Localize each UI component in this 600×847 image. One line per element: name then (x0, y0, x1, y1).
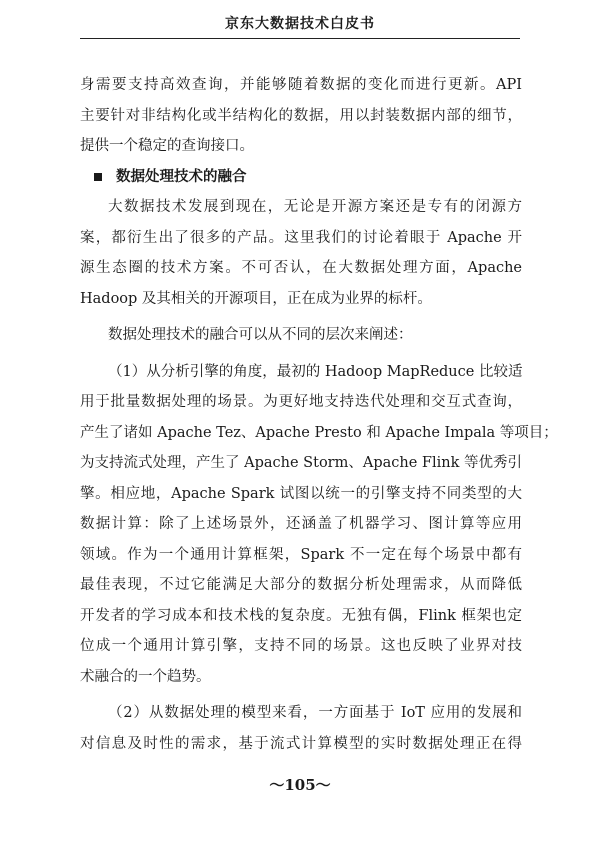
text-line: （2）从数据处理的模型来看，一方面基于 IoT 应用的发展和 (108, 705, 522, 721)
text-line: 擎。相应地，Apache Spark 试图以统一的引擎支持不同类型的大 (80, 485, 522, 502)
text-line: 大数据技术发展到现在，无论是开源方案还是专有的闭源方 (108, 199, 522, 215)
text-line: 领域。作为一个通用计算框架，Spark 不一定在每个场景中都有 (80, 546, 522, 563)
header-divider (80, 38, 520, 39)
paragraph-intro (80, 192, 522, 314)
text-line: 数据计算：除了上述场景外，还涵盖了机器学习、图计算等应用 (80, 516, 522, 532)
section-heading-text: 数据处理技术的融合 (116, 167, 247, 185)
page-body (80, 70, 558, 759)
paragraph-point-2 (80, 698, 522, 759)
text-line: 对信息及时性的需求，基于流式计算模型的实时数据处理正在得 (80, 735, 522, 752)
page-number: ～105～ (269, 776, 331, 794)
text-line: 身需要支持高效查询，并能够随着数据的变化而进行更新。API (80, 77, 522, 93)
text-line: 开发者的学习成本和技术栈的复杂度。无独有偶，Flink 框架也定 (80, 607, 522, 624)
text-line: 位成一个通用计算引擎，支持不同的场景。这也反映了业界对技 (80, 638, 522, 654)
text-line: 为支持流式处理，产生了 Apache Storm、Apache Flink 等优秀引 (80, 455, 522, 471)
running-header-title: 京东大数据技术白皮书 (225, 16, 375, 32)
text-line: 术融合的一个趋势。 (80, 668, 211, 685)
text-line: 源生态圈的技术方案。不可否认，在大数据处理方面，Apache (80, 260, 522, 276)
text-line: 案，都衍生出了很多的产品。这里我们的讨论着眼于 Apache 开 (80, 229, 522, 246)
text-line: 主要针对非结构化或半结构化的数据，用以封装数据内部的细节， (80, 107, 522, 124)
text-line: Hadoop 及其相关的开源项目，正在成为业界的标杆。 (80, 290, 432, 307)
text-line: 最佳表现，不过它能满足大部分的数据分析处理需求，从而降低 (80, 577, 522, 593)
paragraph-point-1 (80, 357, 558, 693)
text-line: 提供一个稳定的查询接口。 (80, 138, 254, 154)
paragraph-lead-in (80, 320, 522, 351)
text-line: 产生了诸如 Apache Tez、Apache Presto 和 Apache Impala 等项目； (80, 424, 558, 441)
text-line: 数据处理技术的融合可以从不同的层次来阐述： (108, 327, 413, 343)
text-line: 用于批量数据处理的场景。为更好地支持迭代处理和交互式查询， (80, 394, 522, 410)
paragraph-continuation (80, 70, 522, 162)
square-bullet-icon (94, 173, 102, 181)
section-heading (80, 162, 522, 193)
text-line: （1）从分析引擎的角度，最初的 Hadoop MapReduce 比较适 (108, 363, 523, 380)
